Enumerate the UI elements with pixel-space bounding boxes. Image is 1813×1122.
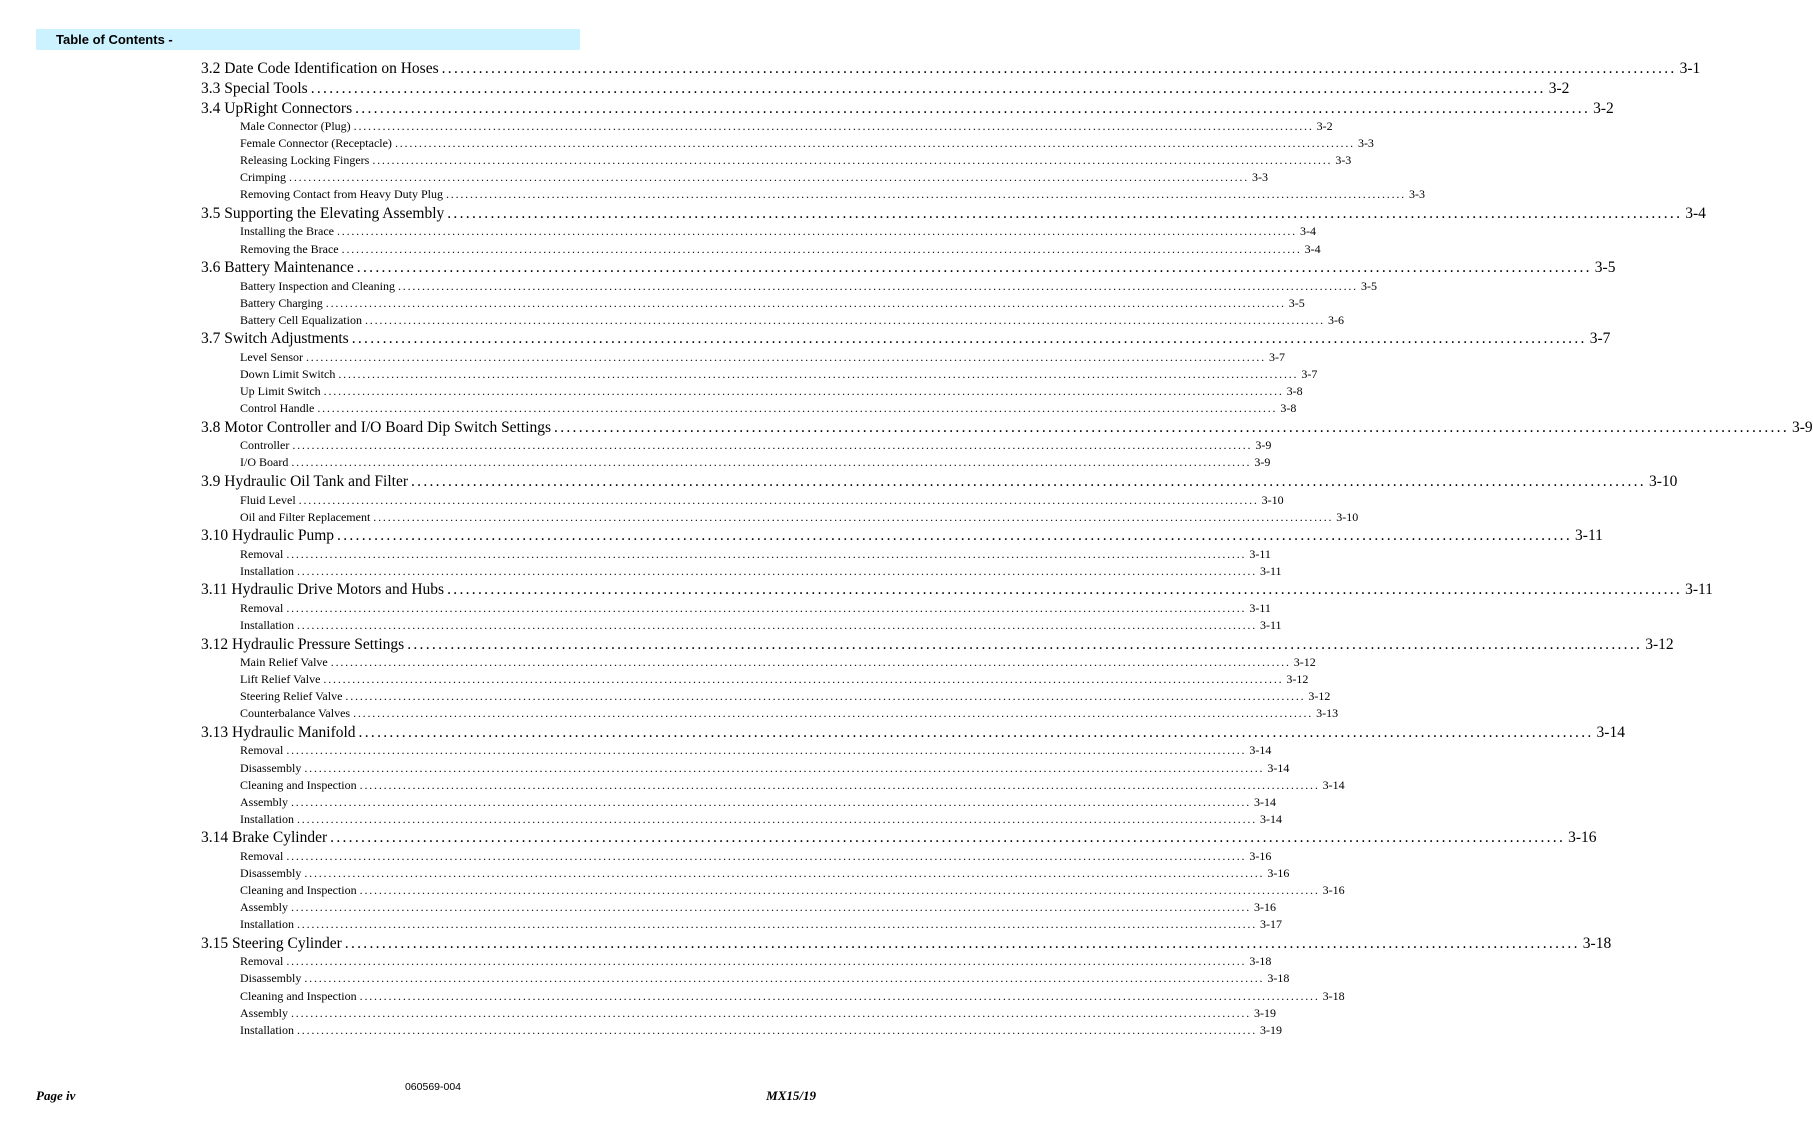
toc-entry-page-number: 3-11 <box>1249 546 1271 561</box>
toc-entry-label: Cleaning and Inspection <box>240 988 357 1003</box>
toc-entry-label: Installing the Brace <box>240 224 334 239</box>
toc-entry-page-number: 3-9 <box>1254 455 1271 470</box>
toc-entry-label: Removal <box>240 954 284 969</box>
toc-subsection-entry[interactable] <box>201 278 1377 295</box>
toc-entry-label: Disassembly <box>240 866 302 880</box>
toc-dot-leader: ........................................................................................................................................................................................................ <box>330 655 1291 670</box>
toc-entry-page-number: 3-19 <box>1254 1005 1276 1020</box>
toc-entry-label: Removing the Brace <box>240 241 339 256</box>
toc-dot-leader: ........................................................................................................................................................................................................ <box>325 295 1286 310</box>
toc-entry-label: Up Limit Switch <box>240 384 321 399</box>
toc-dot-leader: ........................................................................................................................................................................................................ <box>341 241 1302 256</box>
toc-entry-label: Male Connector (Plug) <box>240 119 351 133</box>
toc-dot-leader: ........................................................................................................................................................................................................ <box>304 971 1265 986</box>
toc-dot-leader: ........................................................................................................................................................................................................ <box>286 848 1247 863</box>
toc-entry-label: 3.8 Motor Controller and I/O Board Dip Switch Settings <box>201 418 552 436</box>
toc-section-entry[interactable] <box>201 580 1713 600</box>
toc-dot-leader: ........................................................................................................................................................................................................ <box>441 59 1677 77</box>
toc-entry-label: 3.5 Supporting the Elevating Assembly <box>201 204 445 222</box>
toc-dot-leader: ........................................................................................................................................................................................................ <box>355 99 1591 117</box>
toc-section-entry[interactable] <box>201 329 1611 349</box>
toc-entry-label: Assembly <box>240 794 288 809</box>
toc-dot-leader: ........................................................................................................................................................................................................ <box>445 187 1406 202</box>
toc-entry-label: Removal <box>240 743 284 758</box>
toc-dot-leader: ........................................................................................................................................................................................................ <box>407 635 1643 653</box>
toc-entry-page-number: 3-10 <box>1261 492 1284 507</box>
toc-subsection-entry[interactable] <box>201 546 1271 563</box>
toc-entry-page-number: 3-14 <box>1254 794 1276 809</box>
toc-entry-label: Installation <box>240 617 294 632</box>
toc-section-entry[interactable] <box>201 418 1813 438</box>
toc-dot-leader: ........................................................................................................................................................................................................ <box>359 988 1320 1003</box>
toc-dot-leader: ........................................................................................................................................................................................................ <box>304 760 1265 775</box>
toc-entry-label: Removing Contact from Heavy Duty Plug <box>240 187 443 202</box>
toc-entry-page-number: 3-11 <box>1575 527 1603 545</box>
toc-subsection-entry[interactable] <box>201 671 1309 688</box>
toc-dot-leader: ........................................................................................................................................................................................................ <box>356 259 1592 277</box>
toc-section-entry[interactable] <box>201 934 1612 954</box>
toc-dot-leader: ........................................................................................................................................................................................................ <box>291 1005 1251 1020</box>
toc-dot-leader: ........................................................................................................................................................................................................ <box>330 829 1566 847</box>
toc-dot-leader: ........................................................................................................................................................................................................ <box>310 79 1546 97</box>
toc-entry-page-number: 3-7 <box>1301 367 1318 382</box>
toc-subsection-entry[interactable] <box>201 916 1282 933</box>
toc-section-entry[interactable] <box>201 79 1570 99</box>
toc-entry-label: Installation <box>240 811 294 826</box>
toc-subsection-entry[interactable] <box>201 600 1271 617</box>
toc-dot-leader: ........................................................................................................................................................................................................ <box>297 1022 1257 1037</box>
toc-entry-page-number: 3-8 <box>1286 384 1303 399</box>
toc-subsection-entry[interactable] <box>201 454 1271 471</box>
toc-dot-leader: ........................................................................................................................................................................................................ <box>358 723 1594 741</box>
toc-entry-page-number: 3-11 <box>1685 581 1713 599</box>
toc-dot-leader: ........................................................................................................................................................................................................ <box>298 492 1259 507</box>
toc-entry-label: 3.10 Hydraulic Pump <box>201 527 335 545</box>
toc-entry-page-number: 3-17 <box>1260 917 1282 932</box>
toc-dot-leader: ........................................................................................................................................................................................................ <box>353 119 1314 133</box>
toc-subsection-entry[interactable] <box>201 312 1344 329</box>
toc-entry-label: Removal <box>240 600 284 615</box>
toc-subsection-entry[interactable] <box>201 899 1276 916</box>
toc-entry-page-number: 3-2 <box>1316 119 1333 133</box>
toc-entry-page-number: 3-2 <box>1548 79 1570 97</box>
toc-subsection-entry[interactable] <box>201 223 1316 240</box>
toc-entry-page-number: 3-9 <box>1792 418 1813 436</box>
toc-section-entry[interactable] <box>201 258 1616 278</box>
toc-entry-page-number: 3-3 <box>1408 187 1425 202</box>
toc-entry-page-number: 3-18 <box>1322 988 1345 1003</box>
toc-entry-page-number: 3-8 <box>1280 401 1297 416</box>
toc-dot-leader: ........................................................................................................................................................................................................ <box>292 438 1253 453</box>
toc-entry-label: Oil and Filter Replacement <box>240 509 371 524</box>
toc-entry-label: 3.4 UpRight Connectors <box>201 99 353 117</box>
toc-dot-leader: ........................................................................................................................................................................................................ <box>304 866 1265 880</box>
toc-entry-label: 3.13 Hydraulic Manifold <box>201 723 356 741</box>
toc-entry-page-number: 3-14 <box>1596 723 1625 741</box>
toc-entry-label: 3.6 Battery Maintenance <box>201 259 354 277</box>
toc-dot-leader: ........................................................................................................................................................................................................ <box>351 330 1587 348</box>
toc-dot-leader: ........................................................................................................................................................................................................ <box>297 811 1257 826</box>
toc-entry-page-number: 3-11 <box>1260 563 1282 578</box>
toc-subsection-entry[interactable] <box>201 349 1285 366</box>
toc-subsection-entry[interactable] <box>201 241 1321 258</box>
toc-entry-label: 3.11 Hydraulic Drive Motors and Hubs <box>201 581 445 599</box>
toc-entry-page-number: 3-14 <box>1267 760 1290 775</box>
toc-entry-label: Removal <box>240 546 284 561</box>
toc-dot-leader: ........................................................................................................................................................................................................ <box>323 672 1284 687</box>
toc-entry-label: 3.3 Special Tools <box>201 79 308 97</box>
toc-entry-page-number: 3-14 <box>1249 743 1272 758</box>
toc-entry-page-number: 3-11 <box>1249 600 1271 615</box>
toc-entry-page-number: 3-4 <box>1685 204 1706 222</box>
toc-subsection-entry[interactable] <box>201 988 1345 1005</box>
toc-dot-leader: ........................................................................................................................................................................................................ <box>359 777 1320 792</box>
toc-dot-leader: ........................................................................................................................................................................................................ <box>291 900 1251 915</box>
toc-subsection-entry[interactable] <box>201 186 1425 203</box>
toc-entry-page-number: 3-18 <box>1267 971 1290 986</box>
toc-section-entry[interactable] <box>201 828 1597 848</box>
toc-entry-page-number: 3-4 <box>1304 241 1321 256</box>
toc-entry-page-number: 3-5 <box>1288 295 1305 310</box>
toc-entry-label: Installation <box>240 1022 294 1037</box>
toc-entry-page-number: 3-12 <box>1308 689 1331 704</box>
toc-entry-page-number: 3-13 <box>1316 706 1339 721</box>
toc-entry-label: Cleaning and Inspection <box>240 777 357 792</box>
toc-dot-leader: ........................................................................................................................................................................................................ <box>338 367 1299 382</box>
toc-subsection-entry[interactable] <box>201 400 1297 417</box>
toc-entry-label: Installation <box>240 563 294 578</box>
toc-section-entry[interactable] <box>201 99 1614 119</box>
toc-dot-leader: ........................................................................................................................................................................................................ <box>297 917 1257 932</box>
toc-entry-page-number: 3-11 <box>1260 617 1282 632</box>
toc-entry-label: Removal <box>240 848 284 863</box>
footer-doc-number: 060569-004 <box>404 1081 462 1093</box>
toc-entry-label: I/O Board <box>240 455 289 470</box>
toc-entry-page-number: 3-9 <box>1255 438 1272 453</box>
toc-subsection-entry[interactable] <box>201 760 1290 777</box>
toc-entry-label: Control Handle <box>240 401 315 416</box>
toc-dot-leader: ........................................................................................................................................................................................................ <box>297 563 1257 578</box>
toc-subsection-entry[interactable] <box>201 970 1290 987</box>
toc-dot-leader: ........................................................................................................................................................................................................ <box>397 278 1358 293</box>
section-header-bar <box>36 29 580 50</box>
toc-entry-page-number: 3-16 <box>1254 900 1276 915</box>
toc-entry-label: Battery Cell Equalization <box>240 312 362 327</box>
toc-entry-page-number: 3-6 <box>1327 312 1344 327</box>
toc-subsection-entry[interactable] <box>201 1022 1282 1039</box>
toc-subsection-entry[interactable] <box>201 1005 1276 1022</box>
toc-entry-page-number: 3-14 <box>1260 811 1282 826</box>
toc-dot-leader: ........................................................................................................................................................................................................ <box>337 527 1573 545</box>
toc-subsection-entry[interactable] <box>201 295 1305 312</box>
toc-section-entry[interactable] <box>201 59 1701 79</box>
toc-entry-label: Steering Relief Valve <box>240 689 343 704</box>
toc-dot-leader: ........................................................................................................................................................................................................ <box>344 934 1580 952</box>
toc-subsection-entry[interactable] <box>201 953 1272 970</box>
toc-entry-page-number: 3-7 <box>1589 330 1611 348</box>
toc-section-entry[interactable] <box>201 723 1625 743</box>
toc-subsection-entry[interactable] <box>201 617 1282 634</box>
toc-entry-page-number: 3-3 <box>1252 170 1269 185</box>
toc-entry-label: 3.2 Date Code Identification on Hoses <box>201 59 439 77</box>
toc-dot-leader: ........................................................................................................................................................................................................ <box>286 954 1247 969</box>
toc-subsection-entry[interactable] <box>201 169 1269 186</box>
toc-subsection-entry[interactable] <box>201 492 1284 509</box>
toc-subsection-entry[interactable] <box>201 437 1272 454</box>
toc-dot-leader: ........................................................................................................................................................................................................ <box>373 509 1334 524</box>
toc-entry-page-number: 3-18 <box>1582 934 1612 952</box>
toc-entry-label: Lift Relief Valve <box>240 672 321 687</box>
toc-entry-label: 3.15 Steering Cylinder <box>201 934 342 952</box>
toc-entry-page-number: 3-2 <box>1593 99 1614 117</box>
toc-subsection-entry[interactable] <box>201 848 1272 865</box>
toc-section-entry[interactable] <box>201 204 1706 224</box>
toc-subsection-entry[interactable] <box>201 135 1374 152</box>
toc-dot-leader: ........................................................................................................................................................................................................ <box>323 384 1284 399</box>
footer-model: MX15/19 <box>766 1088 816 1103</box>
toc-entry-page-number: 3-18 <box>1249 954 1272 969</box>
toc-entry-page-number: 3-7 <box>1268 349 1285 364</box>
toc-entry-label: 3.9 Hydraulic Oil Tank and Filter <box>201 473 408 490</box>
toc-dot-leader: ........................................................................................................................................................................................................ <box>554 418 1790 436</box>
toc-dot-leader: ........................................................................................................................................................................................................ <box>364 312 1325 327</box>
toc-subsection-entry[interactable] <box>201 118 1333 135</box>
toc-entry-page-number: 3-12 <box>1286 672 1309 687</box>
toc-subsection-entry[interactable] <box>201 654 1316 671</box>
toc-entry-page-number: 3-5 <box>1594 259 1616 277</box>
toc-subsection-entry[interactable] <box>201 509 1359 526</box>
toc-dot-leader: ........................................................................................................................................................................................................ <box>394 136 1355 151</box>
toc-dot-leader: ........................................................................................................................................................................................................ <box>286 743 1247 758</box>
toc-entry-page-number: 3-12 <box>1293 655 1316 670</box>
toc-entry-page-number: 3-3 <box>1335 153 1352 168</box>
toc-entry-page-number: 3-14 <box>1322 777 1345 792</box>
toc-dot-leader: ........................................................................................................................................................................................................ <box>359 883 1320 898</box>
toc-section-entry[interactable] <box>201 635 1674 655</box>
toc-entry-page-number: 3-3 <box>1357 136 1374 151</box>
toc-entry-page-number: 3-12 <box>1645 635 1674 653</box>
toc-subsection-entry[interactable] <box>201 742 1272 759</box>
toc-entry-page-number: 3-1 <box>1679 59 1701 77</box>
toc-entry-label: 3.12 Hydraulic Pressure Settings <box>201 635 405 653</box>
toc-entry-page-number: 3-16 <box>1322 883 1345 898</box>
toc-dot-leader: ........................................................................................................................................................................................................ <box>372 153 1333 168</box>
toc-dot-leader: ........................................................................................................................................................................................................ <box>286 600 1247 615</box>
toc-dot-leader: ........................................................................................................................................................................................................ <box>447 581 1683 599</box>
toc-entry-label: Disassembly <box>240 971 302 986</box>
toc-entry-page-number: 3-16 <box>1249 848 1272 863</box>
toc-subsection-entry[interactable] <box>201 383 1303 400</box>
toc-entry-page-number: 3-16 <box>1568 829 1597 847</box>
toc-subsection-entry[interactable] <box>201 794 1276 811</box>
toc-entry-label: Fluid Level <box>240 492 296 507</box>
toc-dot-leader: ........................................................................................................................................................................................................ <box>345 689 1306 704</box>
toc-entry-page-number: 3-10 <box>1336 509 1359 524</box>
toc-entry-label: Counterbalance Valves <box>240 706 351 721</box>
toc-entry-label: Battery Inspection and Cleaning <box>240 278 395 293</box>
toc-dot-leader: ........................................................................................................................................................................................................ <box>336 224 1297 239</box>
toc-entry-page-number: 3-19 <box>1260 1022 1282 1037</box>
toc-dot-leader: ........................................................................................................................................................................................................ <box>353 706 1314 721</box>
toc-entry-label: Female Connector (Receptacle) <box>240 136 392 151</box>
toc-entry-label: Assembly <box>240 900 288 915</box>
toc-entry-page-number: 3-16 <box>1267 866 1290 880</box>
toc-entry-label: Battery Charging <box>240 295 323 310</box>
toc-entry-label: Crimping <box>240 170 287 185</box>
table-of-contents <box>201 58 1813 1039</box>
toc-entry-label: Disassembly <box>240 760 302 775</box>
toc-dot-leader: ........................................................................................................................................................................................................ <box>447 204 1683 222</box>
toc-entry-label: 3.14 Brake Cylinder <box>201 829 328 847</box>
toc-entry-label: Installation <box>240 917 294 932</box>
toc-entry-label: Releasing Locking Fingers <box>240 153 370 168</box>
toc-entry-page-number: 3-10 <box>1648 473 1678 490</box>
toc-entry-label: Assembly <box>240 1005 288 1020</box>
toc-entry-label: Controller <box>240 438 290 453</box>
toc-subsection-entry[interactable] <box>201 152 1352 169</box>
toc-subsection-entry[interactable] <box>201 777 1345 794</box>
toc-entry-label: Level Sensor <box>240 349 303 364</box>
toc-subsection-entry[interactable] <box>201 563 1282 580</box>
toc-subsection-entry[interactable] <box>201 705 1339 722</box>
toc-dot-leader: ........................................................................................................................................................................................................ <box>297 617 1257 632</box>
toc-section-entry[interactable] <box>201 472 1678 492</box>
toc-dot-leader: ........................................................................................................................................................................................................ <box>291 455 1252 470</box>
toc-entry-label: 3.7 Switch Adjustments <box>201 330 349 348</box>
toc-subsection-entry[interactable] <box>201 882 1345 899</box>
toc-subsection-entry[interactable] <box>201 366 1318 383</box>
toc-entry-label: Down Limit Switch <box>240 367 336 382</box>
toc-dot-leader: ........................................................................................................................................................................................................ <box>286 546 1247 561</box>
toc-subsection-entry[interactable] <box>201 865 1290 882</box>
section-header-title: Table of Contents - <box>56 32 173 47</box>
toc-dot-leader: ........................................................................................................................................................................................................ <box>305 349 1266 364</box>
toc-dot-leader: ........................................................................................................................................................................................................ <box>410 473 1646 490</box>
toc-entry-page-number: 3-4 <box>1299 224 1316 239</box>
toc-entry-label: Cleaning and Inspection <box>240 883 357 898</box>
toc-subsection-entry[interactable] <box>201 811 1282 828</box>
toc-section-entry[interactable] <box>201 526 1603 546</box>
toc-entry-label: Main Relief Valve <box>240 655 328 670</box>
toc-dot-leader: ........................................................................................................................................................................................................ <box>291 794 1251 809</box>
toc-dot-leader: ........................................................................................................................................................................................................ <box>289 170 1250 185</box>
toc-entry-page-number: 3-5 <box>1360 278 1377 293</box>
footer-page-label: Page iv <box>36 1088 76 1103</box>
toc-subsection-entry[interactable] <box>201 688 1331 705</box>
toc-dot-leader: ........................................................................................................................................................................................................ <box>317 401 1278 416</box>
